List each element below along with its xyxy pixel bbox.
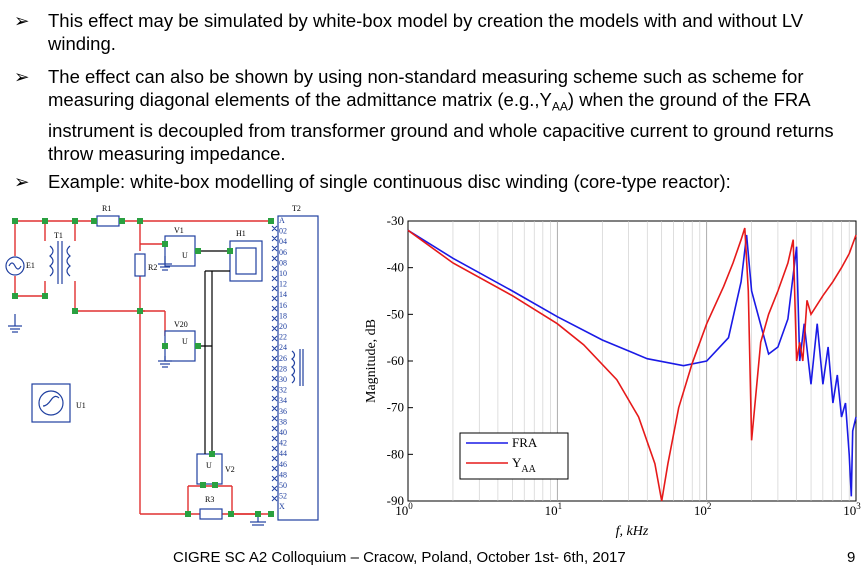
terminal-label: 22: [279, 332, 287, 342]
terminal-label: 28: [279, 364, 287, 374]
terminal-label: 34: [279, 396, 287, 406]
label-t1: T1: [54, 231, 63, 240]
terminal-label: 08: [279, 258, 287, 268]
terminal-label: 18: [279, 311, 287, 321]
terminal-label: 32: [279, 385, 287, 395]
terminal-label: X: [279, 502, 285, 512]
terminal-label: A: [279, 216, 285, 225]
label-t2: T2: [292, 204, 301, 213]
x-tick-label: $10^2$: [693, 501, 712, 518]
label-e1: E1: [26, 261, 35, 270]
y-tick-label: -60: [386, 353, 404, 368]
legend: [460, 433, 568, 479]
y-tick-label: -70: [386, 399, 404, 415]
label-u: U: [206, 461, 212, 470]
terminal-label: 26: [279, 353, 287, 363]
terminal-label: 52: [279, 491, 287, 501]
x-tick-label: $10^3$: [843, 501, 861, 518]
label-h1: H1: [236, 229, 246, 238]
conference-footer: CIGRE SC A2 Colloquium – Cracow, Poland, October 1st- 6th, 2017: [173, 549, 626, 566]
y-tick-label: -90: [386, 493, 404, 508]
bullet-text: Example: white-box modelling of single continuous disc winding (core-type reactor):: [48, 171, 731, 192]
terminal-label: 16: [279, 300, 287, 310]
magnitude-chart: [360, 205, 865, 545]
label-r3: R3: [205, 495, 215, 504]
label-r1: R1: [102, 204, 112, 213]
legend-label-fra: FRA: [512, 435, 538, 450]
terminal-label: 38: [279, 417, 287, 427]
arrow-bullet-icon: ➢: [14, 10, 30, 31]
y-axis-label: Magnitude, dB: [364, 319, 379, 403]
y-tick-label: -80: [386, 446, 404, 462]
label-u1: U1: [76, 401, 86, 410]
label-u: U: [182, 337, 188, 346]
terminal-label: 12: [279, 279, 287, 289]
terminal-label: 02: [279, 226, 287, 236]
terminal-label: 40: [279, 428, 287, 437]
bullet-text: This effect may be simulated by white-box model by creation the models with and without LV winding.: [48, 10, 804, 54]
terminal-label: 48: [279, 470, 287, 480]
subscript: AA: [551, 99, 568, 114]
terminal-label: 46: [279, 459, 287, 469]
terminal-label: 04: [279, 237, 287, 247]
terminal-label: 06: [279, 247, 287, 257]
bullet-text: The effect can also be shown by using non-standard measuring scheme such as scheme for measuring diagonal elements of the admittance matrix $(e.g.,Y_{AA})$ when the ground of the FRA instrument is decoupled from transformer ground and whole capacitive current to ground returns throw measuring impedance.: [48, 66, 834, 164]
terminal-label: 14: [279, 290, 287, 300]
legend-label-yaa: $Y_{AA}$: [512, 455, 536, 475]
x-axis-label: f, kHz: [615, 524, 649, 539]
terminal-label: 20: [279, 322, 287, 331]
label-v1: V1: [174, 226, 184, 235]
page-number: 9: [847, 549, 856, 566]
y-tick-label: -50: [386, 306, 404, 322]
circuit-schematic: [0, 196, 345, 526]
label-v2: V2: [225, 465, 235, 474]
terminal-label: 44: [279, 449, 287, 459]
terminal-label: 10: [279, 269, 287, 278]
label-v20: V20: [174, 320, 188, 329]
arrow-bullet-icon: ➢: [14, 66, 30, 87]
terminal-label: 30: [279, 375, 287, 384]
y-tick-label: -30: [386, 213, 404, 228]
x-tick-label: $10^0$: [395, 501, 413, 518]
label-r2: R2: [148, 263, 158, 272]
terminal-label: 42: [279, 438, 287, 448]
x-tick-label: $10^1$: [544, 501, 563, 518]
arrow-bullet-icon: ➢: [14, 171, 30, 192]
label-u: U: [182, 251, 188, 260]
terminal-label: 50: [279, 481, 287, 490]
terminal-label: 24: [279, 343, 287, 353]
y-tick-label: -40: [386, 259, 404, 275]
terminal-label: 36: [279, 406, 287, 416]
